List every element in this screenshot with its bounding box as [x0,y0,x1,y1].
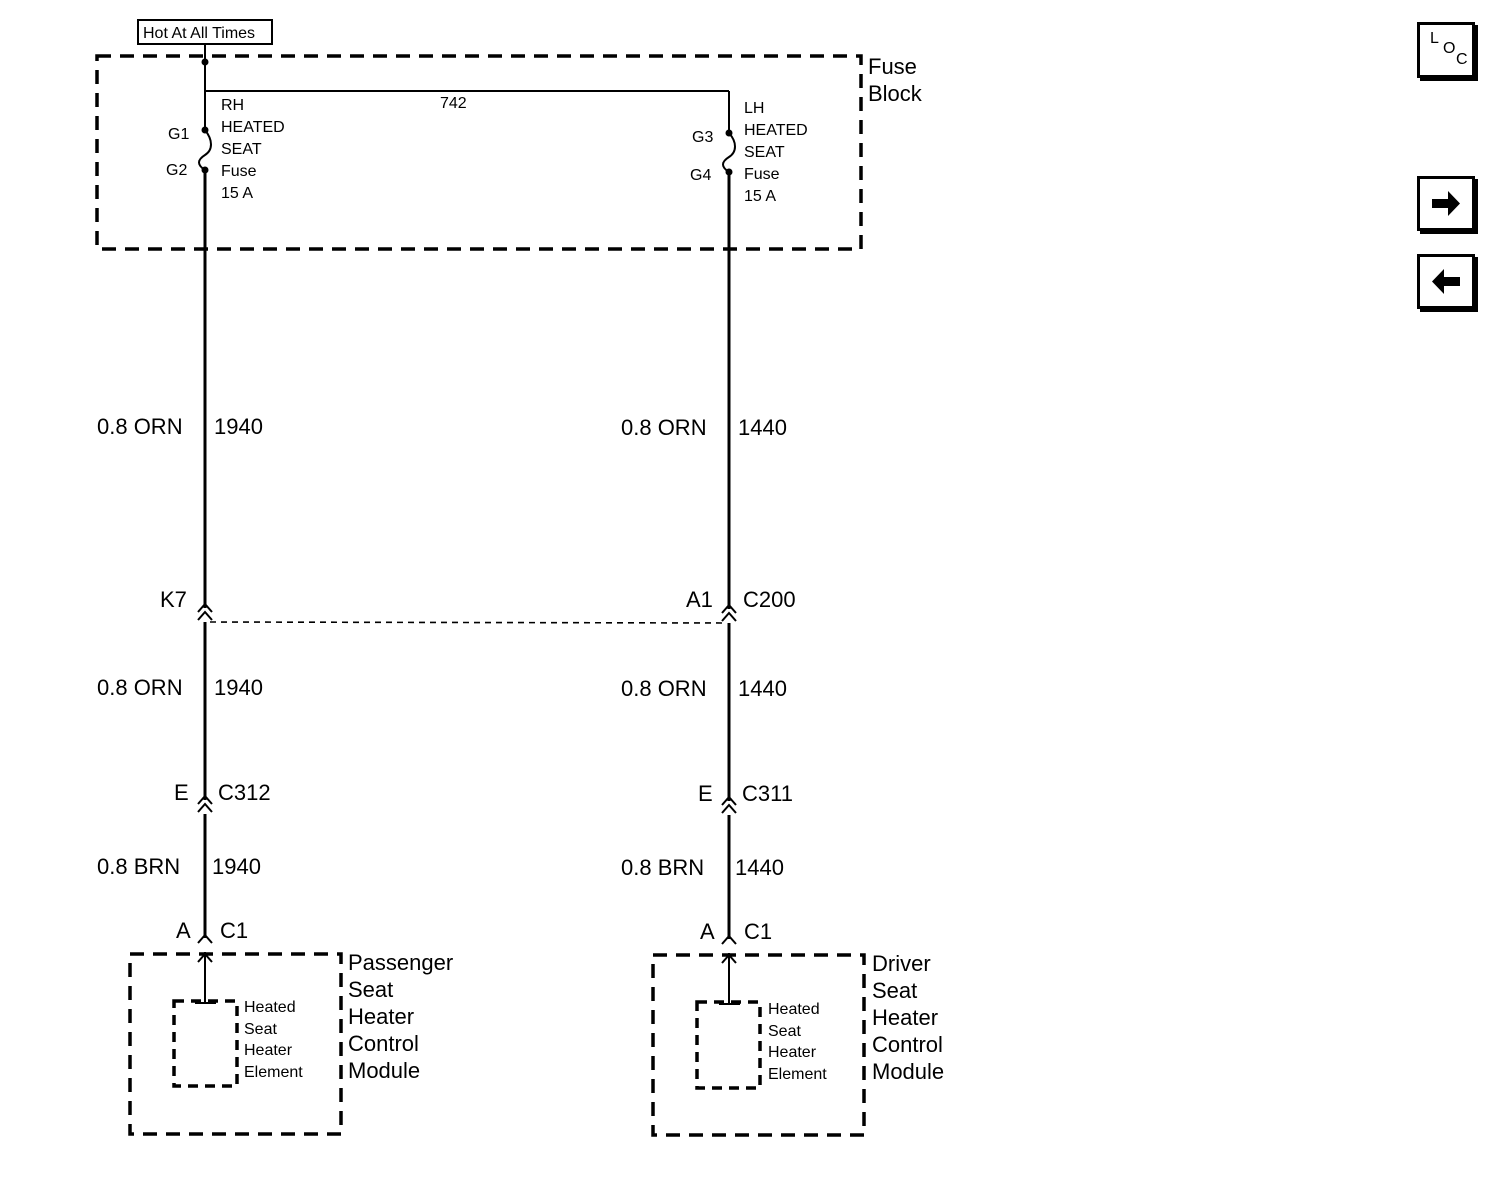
right-wire2-color: 0.8 ORN [621,676,707,701]
rh-fuse-terminal-out: G2 [166,162,188,179]
right-wire1-color: 0.8 ORN [621,415,707,440]
lh-fuse-label-2: HEATED [744,122,808,139]
driver-element-label-2: Seat [768,1023,801,1040]
driver-seat-heater-module [653,951,944,1135]
right-conn2-name: C311 [742,781,793,806]
passenger-module-label-5: Module [348,1058,421,1083]
right-wire3-number: 1440 [735,855,784,880]
driver-element-label-4: Element [768,1066,827,1083]
passenger-module-label-3: Heater [348,1004,415,1029]
lh-fuse-label-3: SEAT [744,144,785,161]
passenger-element-label-1: Heated [244,999,296,1016]
next-page-button[interactable] [1417,176,1475,231]
lh-heated-seat-fuse [690,100,808,205]
loc-l-glyph: L [1430,30,1439,47]
right-wire1-number: 1440 [738,415,787,440]
right-wire3-color: 0.8 BRN [621,855,705,880]
rh-fuse-label-1: RH [221,97,245,114]
rh-fuse-label-5: 15 A [221,185,254,202]
right-conn1-pin: A1 [686,587,713,612]
driver-element-label-1: Heated [768,1001,820,1018]
lh-fuse-terminal-out: G4 [690,167,712,184]
bus-circuit-number: 742 [440,95,467,112]
hot-at-all-times-box [138,20,272,44]
previous-page-button[interactable] [1417,254,1475,309]
rh-fuse-label-3: SEAT [221,141,262,158]
fuse-block-label-2: Block [868,81,922,106]
lh-fuse-label-5: 15 A [744,188,777,205]
driver-module-label-2: Seat [872,978,918,1003]
left-conn2-name: C312 [218,780,271,805]
left-wire2-number: 1940 [214,675,263,700]
right-conn1-name: C200 [743,587,796,612]
left-wire1-number: 1940 [214,414,263,439]
rh-heated-seat-fuse [166,97,285,202]
left-conn3-pin: A [176,918,191,943]
lh-fuse-label-4: Fuse [744,166,780,183]
passenger-seat-heater-module [130,950,453,1134]
left-conn3-name: C1 [220,918,249,943]
rh-fuse-label-2: HEATED [221,119,285,136]
left-wire3-number: 1940 [212,854,261,879]
arrow-left-icon [1420,257,1472,306]
passenger-module-label-4: Control [348,1031,419,1056]
fuse-block-label-1: Fuse [868,54,917,79]
c200-connector-link [210,622,724,623]
lh-fuse-terminal-in: G3 [692,129,714,146]
right-conn3-name: C1 [744,919,773,944]
hot-at-all-times-label: Hot At All Times [143,25,256,42]
left-wire1-color: 0.8 ORN [97,414,183,439]
rh-fuse-label-4: Fuse [221,163,257,180]
left-conn1-pin: K7 [160,587,187,612]
passenger-module-label-1: Passenger [348,950,454,975]
driver-module-label-1: Driver [872,951,931,976]
left-conn2-pin: E [174,780,189,805]
driver-module-label-4: Control [872,1032,943,1057]
right-conn3-pin: A [700,919,715,944]
driver-module-label-3: Heater [872,1005,939,1030]
arrow-right-icon [1420,179,1472,228]
right-wire2-number: 1440 [738,676,787,701]
rh-fuse-terminal-in: G1 [168,126,190,143]
left-wire2-color: 0.8 ORN [97,675,183,700]
loc-button[interactable] [1417,22,1475,78]
passenger-module-label-2: Seat [348,977,394,1002]
loc-c-glyph: C [1456,51,1468,68]
driver-module-label-5: Module [872,1059,945,1084]
loc-o-glyph: O [1443,40,1456,57]
right-conn2-pin: E [698,781,713,806]
lh-fuse-label-1: LH [744,100,765,117]
passenger-element-label-4: Element [244,1064,303,1081]
passenger-element-label-2: Seat [244,1021,277,1038]
passenger-element-label-3: Heater [244,1042,293,1059]
left-wire3-color: 0.8 BRN [97,854,181,879]
driver-element-label-3: Heater [768,1044,817,1061]
